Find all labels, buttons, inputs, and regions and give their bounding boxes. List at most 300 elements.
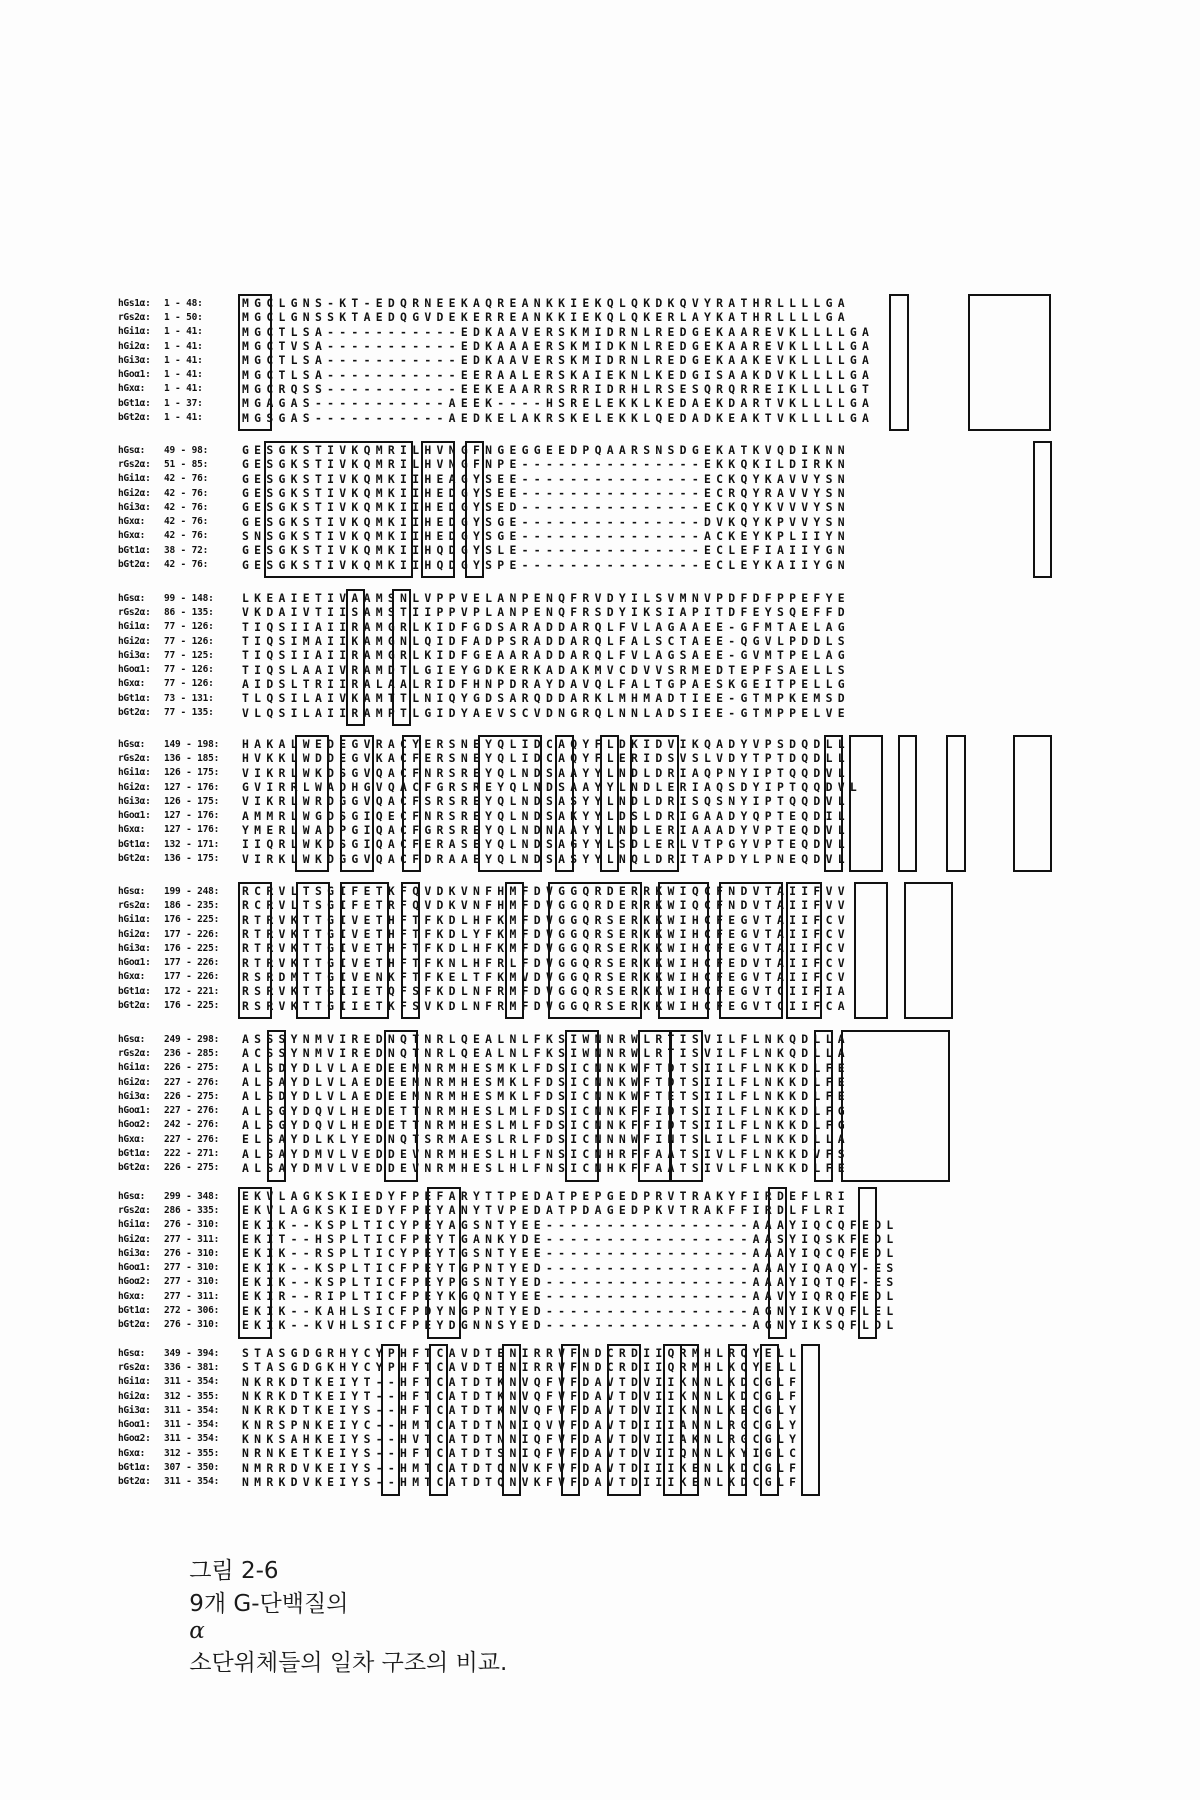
alignment-block-5 xyxy=(118,884,1058,1013)
sequence-row xyxy=(118,1346,1058,1360)
sequence-row xyxy=(118,1203,1058,1217)
sequence-row xyxy=(118,766,1058,780)
residue-range: 312 - 355: xyxy=(164,1390,220,1402)
sequence-row xyxy=(118,898,1058,912)
residue-range: 177 - 226: xyxy=(164,928,220,940)
residue-range: 73 - 131: xyxy=(164,692,214,704)
amino-acid-sequence: MGCTLSA-----------EERAALERSKAIEKNLKEDGISAAKDVKLLLLGA xyxy=(242,367,875,382)
residue-range: 299 - 348: xyxy=(164,1190,220,1202)
amino-acid-sequence: SNSGKSTIVKQMKIIHEDGYSGE---------------ACKEYKPLIIYN xyxy=(242,528,850,543)
sequence-row xyxy=(118,984,1058,998)
sequence-name: hGsα: xyxy=(118,738,146,750)
sequence-row xyxy=(118,677,1058,691)
residue-range: 277 - 311: xyxy=(164,1233,220,1245)
sequence-row xyxy=(118,1089,1058,1103)
sequence-row xyxy=(118,1360,1058,1374)
residue-range: 127 - 176: xyxy=(164,810,220,822)
residue-range: 42 - 76: xyxy=(164,516,209,528)
sequence-row xyxy=(118,955,1058,969)
sequence-name: hGi3α: xyxy=(118,942,151,954)
sequence-name: hGsα: xyxy=(118,885,146,897)
residue-range: 311 - 354: xyxy=(164,1419,220,1431)
residue-range: 1 - 48: xyxy=(164,297,203,309)
residue-range: 277 - 310: xyxy=(164,1276,220,1288)
sequence-row xyxy=(118,339,1058,353)
sequence-name: hGoα2: xyxy=(118,1276,151,1288)
residue-range: 127 - 176: xyxy=(164,781,220,793)
residue-range: 42 - 76: xyxy=(164,473,209,485)
residue-range: 226 - 275: xyxy=(164,1062,220,1074)
sequence-row xyxy=(118,1161,1058,1175)
amino-acid-sequence: GESGKSTIVKQMKIIHQDGYSLE---------------ECLEFIAIIYGN xyxy=(242,543,850,558)
sequence-row xyxy=(118,794,1058,808)
amino-acid-sequence: RTRVKTTGIVETHFTFKDLHFKMFDVGGQRSERKKWIHCFEGVTAIIFCV xyxy=(242,941,850,956)
amino-acid-sequence: MGCTVSA-----------EDKAAAERSKMIDKNLREDGEKAAREVKLLLLGA xyxy=(242,339,875,354)
amino-acid-sequence: VIKRLWKDSGVQACFNRSREYQLNDSAAYYLNDLDRIAQPNYIPTQQDVL xyxy=(242,765,850,780)
residue-range: 272 - 306: xyxy=(164,1305,220,1317)
residue-range: 51 - 85: xyxy=(164,458,209,470)
sequence-row xyxy=(118,691,1058,705)
sequence-row xyxy=(118,296,1058,310)
residue-range: 1 - 41: xyxy=(164,326,203,338)
amino-acid-sequence: EKIK--RSPLTICYPEYTGSNTYEE-----------------AAAYIQCQFEDL xyxy=(242,1246,899,1261)
caption-text-before: 9개 G-단백질의 xyxy=(189,1591,349,1617)
sequence-name: hGi2α: xyxy=(118,1076,151,1088)
residue-range: 38 - 72: xyxy=(164,544,209,556)
sequence-name: hGi1α: xyxy=(118,1376,151,1388)
residue-range: 311 - 354: xyxy=(164,1433,220,1445)
residue-range: 242 - 276: xyxy=(164,1119,220,1131)
residue-range: 226 - 275: xyxy=(164,1162,220,1174)
amino-acid-sequence: EKVLAGKSKIEDYFPEFARYTTPEDATPEPGEDPRVTRAKYFIRDEFLRI xyxy=(242,1189,850,1204)
amino-acid-sequence: MGCLGNSSKTAEDQGVDEKERREANKKIEKQLQKERLAYKATHRLLLLGA xyxy=(242,310,850,325)
amino-acid-sequence: NKRKDTKEIYT--HFTCATDTKNVQFVFDAVTDVIIKNNLKDCGLF xyxy=(242,1374,802,1389)
sequence-name: hGi3α: xyxy=(118,501,151,513)
sequence-name: hGi2α: xyxy=(118,635,151,647)
residue-range: 227 - 276: xyxy=(164,1076,220,1088)
sequence-row xyxy=(118,884,1058,898)
amino-acid-sequence: NRNKETKEIYS--HFTCATDTSNIQFVFDAVTDVIIQNNLKYIGLC xyxy=(242,1446,802,1461)
sequence-name: hGoα1: xyxy=(118,810,151,822)
sequence-name: bGt2α: xyxy=(118,559,151,571)
amino-acid-sequence: MGSGAS-----------AEDKELAKRSKELEKKLQEDADKEAKTVKLLLLGA xyxy=(242,410,875,425)
sequence-row xyxy=(118,737,1058,751)
sequence-row xyxy=(118,1432,1058,1446)
alignment-block-2 xyxy=(118,443,1058,572)
amino-acid-sequence: TIQSIIAIIRAMGRLKIDFGDSARADDARQLFVLAGAAEE-GFMTAELAG xyxy=(242,619,850,634)
sequence-row xyxy=(118,1146,1058,1160)
sequence-name: hGsα: xyxy=(118,1347,146,1359)
residue-range: 77 - 135: xyxy=(164,707,214,719)
sequence-name: rGs2α: xyxy=(118,311,151,323)
residue-range: 199 - 248: xyxy=(164,885,220,897)
sequence-row xyxy=(118,1061,1058,1075)
residue-range: 276 - 310: xyxy=(164,1247,220,1259)
residue-range: 1 - 41: xyxy=(164,369,203,381)
amino-acid-sequence: EKVLAGKSKIEDYFPEYANYTVPEDATPDAGEDPKVTRAKFFIRDLFLRI xyxy=(242,1203,850,1218)
amino-acid-sequence: TLQSILAIVKAMTTLNIQYGDSARQDDARKLMHMADTIEE-GTMPKEMSD xyxy=(242,691,850,706)
sequence-name: rGs2α: xyxy=(118,1204,151,1216)
amino-acid-sequence: AMMRLWGDSGIQECFNRSREYQLNDSAKYYLDSLDRIGAADYQPTEQDIL xyxy=(242,808,850,823)
sequence-name: hGi1α: xyxy=(118,326,151,338)
sequence-name: hGi3α: xyxy=(118,1404,151,1416)
residue-range: 77 - 125: xyxy=(164,649,214,661)
figure-caption xyxy=(160,1526,507,1703)
sequence-name: hGi2α: xyxy=(118,781,151,793)
residue-range: 127 - 176: xyxy=(164,824,220,836)
sequence-row xyxy=(118,325,1058,339)
sequence-name: bGt1α: xyxy=(118,985,151,997)
amino-acid-sequence: ALSDYDLVLAEDEEMNRMHESMKLFDSICNNKWFTDTSIILFLNKKDLFE xyxy=(242,1060,850,1075)
amino-acid-sequence: RSRVKTTGIIETQFSFKDLNFRMFDVGGQRSERKKWIHCFEGVTCIIFIA xyxy=(242,984,850,999)
residue-range: 336 - 381: xyxy=(164,1361,220,1373)
sequence-row xyxy=(118,808,1058,822)
amino-acid-sequence: EKIT--HSPLTICFPEYTGANKYDE-----------------AASYIQSKFEDL xyxy=(242,1232,899,1247)
sequence-name: hGi1α: xyxy=(118,621,151,633)
sequence-name: hGi2α: xyxy=(118,1390,151,1402)
sequence-row xyxy=(118,1475,1058,1489)
sequence-name: hGxα: xyxy=(118,971,146,983)
residue-range: 177 - 226: xyxy=(164,971,220,983)
residue-range: 99 - 148: xyxy=(164,592,214,604)
sequence-row xyxy=(118,500,1058,514)
amino-acid-sequence: ALSGYDQVLHEDETTNRMHESLMLFDSICNNKFFIDTSIILFLNKKDLFG xyxy=(242,1103,850,1118)
amino-acid-sequence: YMERLWADPGIQACFGRSREYQLNDNAAYYLNDLERIAAADYVPTEQDVL xyxy=(242,822,850,837)
amino-acid-sequence: KNRSPNKEIYC--HMTCATDTNNIQVVFDAVTDIIIANNLRGCGLY xyxy=(242,1417,802,1432)
sequence-row xyxy=(118,1132,1058,1146)
residue-range: 77 - 126: xyxy=(164,635,214,647)
amino-acid-sequence: NMRKDVKEIYS--HMTCATDTQNVKFVFDAVTDIIIKENLKDCGLF xyxy=(242,1474,802,1489)
sequence-row xyxy=(118,1118,1058,1132)
alignment-block-1 xyxy=(118,296,1058,425)
residue-range: 77 - 126: xyxy=(164,678,214,690)
sequence-row xyxy=(118,1446,1058,1460)
alignment-block-8 xyxy=(118,1346,1058,1489)
amino-acid-sequence: VKDAIVTIISAMSTIIPPVPLANPENQFRSDYIKSIAPITDFEYSQEFFD xyxy=(242,605,850,620)
amino-acid-sequence: KNKSAHKEIYS--HVTCATDTNNIQFVFDAVTDVIIAKNLRGCGLY xyxy=(242,1431,802,1446)
sequence-name: bGt1α: xyxy=(118,544,151,556)
sequence-row xyxy=(118,1389,1058,1403)
sequence-name: rGs2α: xyxy=(118,899,151,911)
residue-range: 77 - 126: xyxy=(164,621,214,633)
sequence-name: hGoα1: xyxy=(118,1262,151,1274)
sequence-row xyxy=(118,367,1058,381)
sequence-row xyxy=(118,851,1058,865)
amino-acid-sequence: NKRKDTKEIYS--HFTCATDTKNVQFVFDAVTDVIIKNNLKECGLY xyxy=(242,1403,802,1418)
caption-text-after: 소단위체들의 일차 구조의 비교. xyxy=(189,1650,508,1676)
amino-acid-sequence: TIQSLAAIVRAMDTLGIEYGDKERKADAKMVCDVVSRMEDTEPFSAELLS xyxy=(242,662,850,677)
sequence-row xyxy=(118,1075,1058,1089)
sequence-row xyxy=(118,970,1058,984)
amino-acid-sequence: EKIK--KSPLTICYPEYAGSNTYEE-----------------AAAYIQCQFEDL xyxy=(242,1217,899,1232)
sequence-name: hGsα: xyxy=(118,1033,146,1045)
residue-range: 249 - 298: xyxy=(164,1033,220,1045)
residue-range: 227 - 276: xyxy=(164,1133,220,1145)
sequence-name: hGsα: xyxy=(118,444,146,456)
amino-acid-sequence: IIQRLWKDSGIQACFERASEYQLNDSAGYYLSDLERLVTPGYVPTEQDVL xyxy=(242,837,850,852)
sequence-name: hGxα: xyxy=(118,1447,146,1459)
amino-acid-sequence: ELSAYDLKLYEDNQTSRMAESLRLFDSICNNNWFINTSLILFLNKKDLLA xyxy=(242,1132,850,1147)
sequence-name: hGi2α: xyxy=(118,928,151,940)
sequence-name: bGt1α: xyxy=(118,397,151,409)
sequence-row xyxy=(118,443,1058,457)
sequence-name: hGoα2: xyxy=(118,1119,151,1131)
sequence-name: bGt2α: xyxy=(118,1319,151,1331)
sequence-row xyxy=(118,353,1058,367)
sequence-row xyxy=(118,662,1058,676)
amino-acid-sequence: STASGDGKHYCYPHFTCAVDTENIRRVFNDCRDIIQRMHLKQYELL xyxy=(242,1360,802,1375)
amino-acid-sequence: MGCTLSA-----------EDKAAVERSKMIDRNLREDGEKAAREVKLLLLGA xyxy=(242,324,875,339)
sequence-name: hGi3α: xyxy=(118,649,151,661)
sequence-name: bGt2α: xyxy=(118,412,151,424)
amino-acid-sequence: GVIRRLWADHGVQACFGRSREYQLNDSAAYYLNDLERIAQSDYIPTQQDVL xyxy=(242,780,863,795)
amino-acid-sequence: ALSAYDLVLAEDEEMNRMHESMKLFDSICNNKWFTDTSIILFLNKKDLFE xyxy=(242,1075,850,1090)
sequence-row xyxy=(118,310,1058,324)
residue-range: 177 - 226: xyxy=(164,957,220,969)
amino-acid-sequence: RTRVKTTGIVETHFTFKNLHFRLFDVGGQRSERKKWIHCFEDVTAIIFCV xyxy=(242,955,850,970)
residue-range: 49 - 98: xyxy=(164,444,209,456)
amino-acid-sequence: STASGDGRHYCYPHFTCAVDTENIRRVFNDCRDIIQRMHLRQYELL xyxy=(242,1346,802,1361)
sequence-row xyxy=(118,1275,1058,1289)
sequence-name: hGxα: xyxy=(118,1133,146,1145)
sequence-row xyxy=(118,941,1058,955)
residue-range: 186 - 235: xyxy=(164,899,220,911)
sequence-row xyxy=(118,1460,1058,1474)
amino-acid-sequence: NMRRDVKEIYS--HMTCATDTQNVKFVFDAVTDIIIKENLKDCGLF xyxy=(242,1460,802,1475)
sequence-row xyxy=(118,1218,1058,1232)
sequence-name: hGi2α: xyxy=(118,1233,151,1245)
sequence-row xyxy=(118,1417,1058,1431)
amino-acid-sequence: MGAGAS-----------AEEK----HSRELEKKLKEDAEKDARTVKLLLLGA xyxy=(242,396,875,411)
sequence-row xyxy=(118,605,1058,619)
caption-alpha-symbol: α xyxy=(189,1618,205,1644)
amino-acid-sequence: GESGKSTIVKQMRILHVNGFNPE---------------EKKQKILDIRKN xyxy=(242,457,850,472)
sequence-name: rGs2α: xyxy=(118,752,151,764)
sequence-name: bGt2α: xyxy=(118,1000,151,1012)
sequence-row xyxy=(118,396,1058,410)
amino-acid-sequence: RSRDMTTGIVENKFTFKELTFKMVDVGGQRSERKKWIHCFEGVTAIIFCV xyxy=(242,969,850,984)
sequence-row xyxy=(118,514,1058,528)
residue-range: 307 - 350: xyxy=(164,1462,220,1474)
sequence-row xyxy=(118,823,1058,837)
sequence-row xyxy=(118,1375,1058,1389)
sequence-name: hGxα: xyxy=(118,383,146,395)
residue-range: 1 - 41: xyxy=(164,383,203,395)
residue-range: 311 - 354: xyxy=(164,1376,220,1388)
figure-label: 그림 2-6 xyxy=(189,1558,279,1584)
residue-range: 312 - 355: xyxy=(164,1447,220,1459)
sequence-name: bGt2α: xyxy=(118,1162,151,1174)
sequence-name: hGoα2: xyxy=(118,1433,151,1445)
sequence-row xyxy=(118,486,1058,500)
amino-acid-sequence: RCRVLTSGIFETRFQVDKVNFHMFDVGGQRDERRKWIQCFNDVTAIIFVV xyxy=(242,898,850,913)
residue-range: 149 - 198: xyxy=(164,738,220,750)
amino-acid-sequence: ALSAYDMVLVEDDEVNRMHESLHLFNSICNHRFFAATSIVLFLNKKDVFS xyxy=(242,1146,850,1161)
alignment-block-7 xyxy=(118,1189,1058,1332)
amino-acid-sequence: ASSSYNMVIREDNQTNRLQEALNLFKSIWNNRWLRTISVILFLNKQDLLA xyxy=(242,1032,850,1047)
sequence-row xyxy=(118,837,1058,851)
sequence-name: hGoα1: xyxy=(118,664,151,676)
amino-acid-sequence: RTRVKTTGIVETHFTFKDLYFKMFDVGGQRSERKKWIHCFEGVTAIIFCV xyxy=(242,927,850,942)
residue-range: 236 - 285: xyxy=(164,1047,220,1059)
amino-acid-sequence: HAKALWEDEGVRACYERSNEYQLIDCAQYFLDKIDVIKQADYVPSDQDLL xyxy=(242,737,850,752)
residue-range: 222 - 271: xyxy=(164,1148,220,1160)
amino-acid-sequence: GESGKSTIVKQMKIIHEDGYSED---------------ECKQYKVVVYSN xyxy=(242,500,850,515)
residue-range: 42 - 76: xyxy=(164,487,209,499)
amino-acid-sequence: LKEAIETIVAAMSNLVPPVELANPENQFRVDYILSVMNVPDFDFPPEFYE xyxy=(242,591,850,606)
residue-range: 1 - 41: xyxy=(164,340,203,352)
sequence-row xyxy=(118,1246,1058,1260)
sequence-row xyxy=(118,751,1058,765)
sequence-name: bGt1α: xyxy=(118,1148,151,1160)
sequence-name: hGxα: xyxy=(118,824,146,836)
alignment-block-6 xyxy=(118,1032,1058,1175)
sequence-name: hGi3α: xyxy=(118,795,151,807)
sequence-row xyxy=(118,998,1058,1012)
amino-acid-sequence: GESGKSTIVKQMKIIHEDGYSEE---------------ECRQYRAVVYSN xyxy=(242,486,850,501)
amino-acid-sequence: EKIR--RIPLTICFPEYKGQNTYEE-----------------AAVYIQRQFEDL xyxy=(242,1289,899,1304)
amino-acid-sequence: MGCRQSS-----------EEKEAARRSRRIDRHLRSESQRQRREIKLLLLGT xyxy=(242,381,875,396)
sequence-name: bGt2α: xyxy=(118,707,151,719)
amino-acid-sequence: ALSAYDMVLVEDDEVNRMHESLHLFNSICNHKFFAATSIVLFLNKKDLFE xyxy=(242,1160,850,1175)
sequence-name: hGxα: xyxy=(118,530,146,542)
sequence-row xyxy=(118,557,1058,571)
alignment-block-3 xyxy=(118,591,1058,720)
residue-range: 227 - 276: xyxy=(164,1105,220,1117)
sequence-name: bGt2α: xyxy=(118,853,151,865)
amino-acid-sequence: ACSSYNMVIREDNQTNRLQEALNLFKSIWNNRWLRTISVILFLNKQDLLA xyxy=(242,1046,850,1061)
sequence-row xyxy=(118,1260,1058,1274)
sequence-name: hGi2α: xyxy=(118,487,151,499)
residue-range: 176 - 225: xyxy=(164,1000,220,1012)
sequence-row xyxy=(118,913,1058,927)
sequence-row xyxy=(118,927,1058,941)
residue-range: 42 - 76: xyxy=(164,530,209,542)
sequence-row xyxy=(118,543,1058,557)
residue-range: 42 - 76: xyxy=(164,559,209,571)
amino-acid-sequence: MGCLGNS-KT-EDQRNEEKAQREANKKIEKQLQKDKQVYRATHRLLLLGA xyxy=(242,296,850,311)
sequence-row xyxy=(118,591,1058,605)
amino-acid-sequence: GESGKSTIVKQMKIIHEAGYSEE---------------ECKQYKAVVYSN xyxy=(242,471,850,486)
sequence-row xyxy=(118,529,1058,543)
sequence-name: hGi1α: xyxy=(118,914,151,926)
amino-acid-sequence: GESGKSTIVKQMKIIHEDGYSGE---------------DVKQYKPVVYSN xyxy=(242,514,850,529)
amino-acid-sequence: EKIK--KVHLSICFPEYDGNNSYED-----------------AGNYIKSQFLDL xyxy=(242,1317,899,1332)
amino-acid-sequence: VIRKLWKDGGVQACFDRAAEYQLNDSASYYLNQLDRITAPDYLPNEQDVL xyxy=(242,851,850,866)
amino-acid-sequence: VLQSILAIIRAMPTLGIDYAEVSCVDNGRQLNNLADSIEE-GTMPPELVE xyxy=(242,705,850,720)
sequence-name: hGoα1: xyxy=(118,1419,151,1431)
amino-acid-sequence: EKIK--KSPLTICFPEYPGSNTYED-----------------AAAYIQTQF-ES xyxy=(242,1274,899,1289)
residue-range: 1 - 37: xyxy=(164,397,203,409)
residue-range: 1 - 50: xyxy=(164,311,203,323)
sequence-name: hGxα: xyxy=(118,1290,146,1302)
sequence-name: hGi1α: xyxy=(118,473,151,485)
sequence-name: bGt1α: xyxy=(118,692,151,704)
sequence-row xyxy=(118,1232,1058,1246)
residue-range: 77 - 126: xyxy=(164,664,214,676)
sequence-name: bGt1α: xyxy=(118,1462,151,1474)
amino-acid-sequence: RSRVKTTGIIETKFSVKDLNFRMFDVGGQRSERKKWIHCFEGVTCIIFCA xyxy=(242,998,850,1013)
sequence-name: hGi3α: xyxy=(118,354,151,366)
residue-range: 276 - 310: xyxy=(164,1219,220,1231)
sequence-name: rGs2α: xyxy=(118,1047,151,1059)
amino-acid-sequence: ALSGYDQVLHEDETTNRMHESLMLFDSICNNKFFIDTSIILFLNKKDLFG xyxy=(242,1117,850,1132)
amino-acid-sequence: RTRVKTTGIVETHFTFKDLHFKMFDVGGQRSERKKWIHCFEGVTAIIFCV xyxy=(242,912,850,927)
residue-range: 132 - 171: xyxy=(164,838,220,850)
amino-acid-sequence: MGCTLSA-----------EDKAAVERSKMIDRNLREDGEKAAKEVKLLLLGA xyxy=(242,353,875,368)
sequence-name: hGi2α: xyxy=(118,340,151,352)
amino-acid-sequence: HVKKLWDDEGVKACFERSNEYQLIDCAQYFLERIDSVSLVDYTPTDQDLL xyxy=(242,751,850,766)
sequence-row xyxy=(118,648,1058,662)
residue-range: 277 - 310: xyxy=(164,1262,220,1274)
residue-range: 311 - 354: xyxy=(164,1476,220,1488)
sequence-row xyxy=(118,1103,1058,1117)
amino-acid-sequence: EKIK--KSPLTICFPEYTGPNTYED-----------------AAAYIQAQY-ES xyxy=(242,1260,899,1275)
sequence-row xyxy=(118,1289,1058,1303)
amino-acid-sequence: TIQSIIAIIRAMGRLKIDFGEAARADDARQLFVLAGSAEE-GVMTPELAG xyxy=(242,648,850,663)
sequence-name: hGsα: xyxy=(118,592,146,604)
residue-range: 286 - 335: xyxy=(164,1204,220,1216)
residue-range: 42 - 76: xyxy=(164,501,209,513)
amino-acid-sequence: NKRKDTKEIYT--HFTCATDTKNVQFVFDAVTDVIIKNNLKDCGLF xyxy=(242,1389,802,1404)
amino-acid-sequence: RCRVLTSGIFETKFQVDKVNFHMFDVGGQRDERRKWIQCFNDVTAIIFVV xyxy=(242,884,850,899)
sequence-name: hGi1α: xyxy=(118,1062,151,1074)
sequence-name: hGi1α: xyxy=(118,1219,151,1231)
amino-acid-sequence: TIQSIMAIIKAMGNLQIDFADPSRADDARQLFALSCTAEE-QGVLPDDLS xyxy=(242,634,850,649)
sequence-name: bGt1α: xyxy=(118,1305,151,1317)
amino-acid-sequence: EKIK--KAHLSICFPDYNGPNTYED-----------------AGNYIKVQFLEL xyxy=(242,1303,899,1318)
sequence-name: hGoα1: xyxy=(118,1105,151,1117)
residue-range: 176 - 225: xyxy=(164,942,220,954)
sequence-name: hGoα1: xyxy=(118,957,151,969)
sequence-row xyxy=(118,705,1058,719)
sequence-name: bGt2α: xyxy=(118,1476,151,1488)
residue-range: 1 - 41: xyxy=(164,354,203,366)
residue-range: 172 - 221: xyxy=(164,985,220,997)
residue-range: 226 - 275: xyxy=(164,1090,220,1102)
sequence-name: hGxα: xyxy=(118,516,146,528)
sequence-row xyxy=(118,634,1058,648)
sequence-row xyxy=(118,1318,1058,1332)
residue-range: 277 - 311: xyxy=(164,1290,220,1302)
sequence-row xyxy=(118,457,1058,471)
residue-range: 176 - 225: xyxy=(164,914,220,926)
sequence-name: hGxα: xyxy=(118,678,146,690)
sequence-name: hGi3α: xyxy=(118,1090,151,1102)
residue-range: 349 - 394: xyxy=(164,1347,220,1359)
residue-range: 276 - 310: xyxy=(164,1319,220,1331)
amino-acid-sequence: GESGKSTIVKQMKIIHQDGYSPE---------------ECLEYKAIIYGN xyxy=(242,557,850,572)
sequence-row xyxy=(118,1303,1058,1317)
sequence-name: hGs1α: xyxy=(118,297,151,309)
residue-range: 136 - 185: xyxy=(164,752,220,764)
residue-range: 136 - 175: xyxy=(164,853,220,865)
sequence-row xyxy=(118,382,1058,396)
sequence-row xyxy=(118,1032,1058,1046)
alignment-block-4 xyxy=(118,737,1058,866)
sequence-name: rGs2α: xyxy=(118,458,151,470)
sequence-row xyxy=(118,620,1058,634)
sequence-row xyxy=(118,1403,1058,1417)
sequence-row xyxy=(118,1189,1058,1203)
residue-range: 86 - 135: xyxy=(164,606,214,618)
sequence-name: hGi3α: xyxy=(118,1247,151,1259)
residue-range: 126 - 175: xyxy=(164,767,220,779)
amino-acid-sequence: AIDSLTRIIRALAALRIDFHNPDRAYDAVQLFALTGPAESKGEITPELLG xyxy=(242,676,850,691)
sequence-row xyxy=(118,472,1058,486)
sequence-name: hGsα: xyxy=(118,1190,146,1202)
amino-acid-sequence: ALSDYDLVLAEDEEMNRMHESMKLFDSICNNKWFTETSIILFLNKKDLFE xyxy=(242,1089,850,1104)
